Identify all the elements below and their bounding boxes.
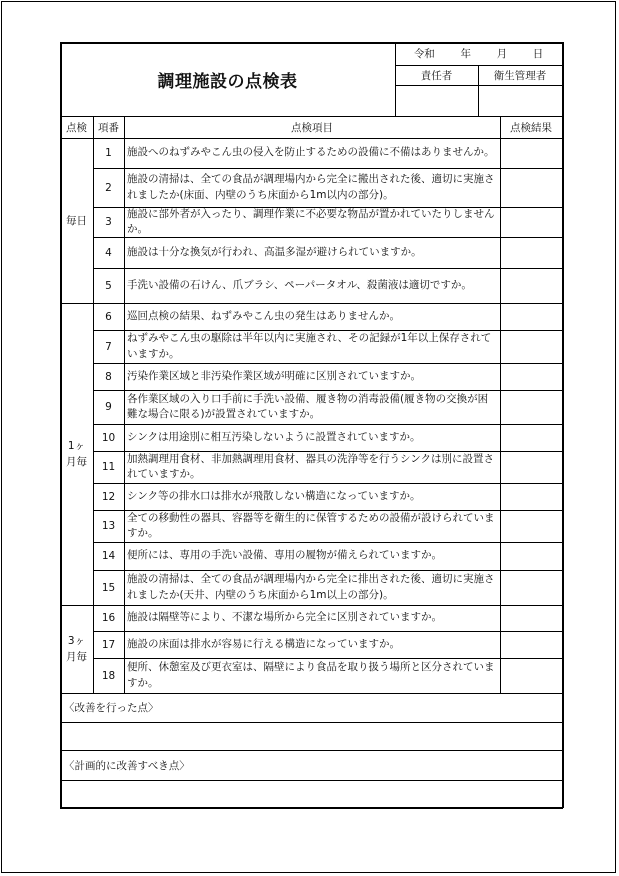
result-cell[interactable] [500, 268, 562, 303]
date-era: 令和 [413, 48, 435, 60]
col-header-frequency: 点検 [66, 121, 87, 134]
grid-line [60, 138, 562, 139]
section-planned-field[interactable] [60, 780, 562, 807]
result-cell[interactable] [500, 237, 562, 268]
check-item-text: 加熱調理用食材、非加熱調理用食材、器具の洗浄等を行うシンクは別に設置されていますか。 [127, 452, 495, 480]
date-month: 月 [496, 48, 508, 60]
row-number: 8 [105, 370, 112, 383]
row-number: 14 [101, 550, 116, 562]
grid-line [93, 542, 562, 543]
row-number: 17 [101, 638, 116, 651]
grid-line [60, 116, 562, 117]
date-year: 年 [460, 48, 471, 60]
grid-line [93, 483, 562, 484]
result-cell[interactable] [500, 658, 562, 693]
grid-line [93, 658, 562, 659]
date-day: 日 [532, 48, 544, 60]
result-cell[interactable] [500, 605, 562, 631]
role-responsible-label: 責任者 [420, 69, 453, 82]
row-number: 10 [101, 431, 116, 444]
check-item-text: 施設は隔壁等により、不潔な場所から完全に区別されていますか。 [127, 611, 442, 624]
grid-line [60, 303, 562, 304]
row-number: 2 [105, 181, 112, 194]
check-item-text: 便所、休憩室及び更衣室は、隔壁により食品を取り扱う場所と区分されていますか。 [127, 661, 495, 689]
check-item-text: 施設は十分な換気が行われ、高温多湿が避けられていますか。 [127, 245, 422, 258]
check-item-text: 施設に部外者が入ったり、調理作業に不必要な物品が置かれていたりしませんか。 [127, 207, 495, 235]
signature-box-hygiene-manager[interactable] [478, 85, 562, 116]
result-cell[interactable] [500, 330, 562, 363]
grid-line [93, 207, 562, 208]
row-number: 12 [101, 490, 116, 503]
result-cell[interactable] [500, 570, 562, 605]
check-item-text: 施設の清掃は、全ての食品が調理場内から完全に搬出された後、適切に実施されましたか(床面、内壁のうち床面から1m以内の部分)。 [127, 173, 495, 201]
grid-line [60, 722, 562, 723]
group-label-daily: 毎日 [66, 214, 87, 227]
col-header-item: 点検項目 [291, 121, 333, 134]
grid-line [500, 116, 501, 693]
grid-line [93, 451, 562, 452]
page-title: 調理施設の点検表 [157, 71, 298, 92]
grid-line [93, 510, 562, 511]
grid-line [93, 268, 562, 269]
result-cell[interactable] [500, 390, 562, 424]
row-number: 9 [105, 401, 112, 413]
check-item-text: 巡回点検の結果、ねずみやこん虫の発生はありませんか。 [127, 309, 400, 322]
result-cell[interactable] [500, 138, 562, 168]
grid-line [93, 237, 562, 238]
grid-line [124, 116, 125, 693]
grid-line [395, 42, 396, 116]
row-number: 16 [101, 612, 116, 624]
row-number: 3 [105, 216, 112, 228]
check-item-text: 全ての移動性の器具、容器等を衛生的に保管するための設備が設けられていますか。 [127, 511, 495, 539]
section-improved-field[interactable] [60, 722, 562, 750]
check-item-text: 便所には、専用の手洗い設備、専用の履物が備えられていますか。 [127, 549, 442, 562]
group-label-monthly: 1ヶ 月毎 [66, 440, 87, 468]
check-item-text: 各作業区域の入り口手前に手洗い設備、履き物の消毒設備(履き物の交換が困難な場合に限る)が設置されていますか。 [127, 392, 489, 420]
result-cell[interactable] [500, 542, 562, 570]
result-cell[interactable] [500, 424, 562, 451]
grid-line [60, 750, 562, 751]
row-number: 1 [105, 147, 112, 159]
col-header-result: 点検結果 [510, 121, 552, 134]
row-number: 13 [101, 520, 116, 532]
check-item-text: 汚染作業区域と非汚染作業区域が明確に区別されていますか。 [127, 369, 421, 382]
row-number: 6 [105, 310, 112, 323]
grid-line [60, 42, 563, 44]
grid-line [93, 116, 94, 693]
row-number: 5 [105, 279, 112, 292]
check-item-text: 施設の清掃は、全ての食品が調理場内から完全に排出された後、適切に実施されましたか(天井、内壁のうち床面から1m以上の部分)。 [127, 573, 495, 601]
result-cell[interactable] [500, 303, 562, 330]
group-label-quarterly: 3ヶ 月毎 [66, 635, 87, 663]
grid-line [93, 363, 562, 364]
row-number: 18 [101, 669, 116, 682]
grid-line [93, 330, 562, 331]
grid-line [60, 780, 562, 781]
grid-line [93, 168, 562, 169]
signature-box-responsible[interactable] [395, 85, 478, 116]
grid-line [60, 807, 563, 809]
row-number: 15 [101, 581, 116, 594]
result-cell[interactable] [500, 631, 562, 658]
row-number: 11 [101, 461, 116, 473]
result-cell[interactable] [500, 510, 562, 542]
result-cell[interactable] [500, 207, 562, 237]
grid-line [93, 390, 562, 391]
grid-line [93, 570, 562, 571]
check-item-text: ねずみやこん虫の駆除は半年以内に実施され、その記録が1年以上保存されていますか。 [127, 332, 492, 360]
section-planned-label: 〈計画的に改善すべき点〉 [64, 759, 190, 772]
role-hygiene-manager-label: 衛生管理者 [493, 69, 547, 82]
col-header-no: 項番 [98, 121, 119, 134]
grid-line [60, 605, 562, 606]
result-cell[interactable] [500, 168, 562, 207]
check-item-text: シンクは用途別に相互汚染しないように設置されていますか。 [127, 430, 421, 443]
grid-line [60, 693, 562, 694]
result-cell[interactable] [500, 363, 562, 390]
check-item-text: 手洗い設備の石けん、爪ブラシ、ペーパータオル、殺菌液は適切ですか。 [127, 278, 472, 291]
result-cell[interactable] [500, 451, 562, 483]
date-field[interactable] [395, 42, 562, 65]
grid-line [93, 424, 562, 425]
grid-line [478, 65, 479, 116]
result-cell[interactable] [500, 483, 562, 510]
grid-line [93, 631, 562, 632]
check-item-text: 施設へのねずみやこん虫の侵入を防止するための設備に不備はありませんか。 [127, 146, 495, 159]
check-item-text: シンク等の排水口は排水が飛散しない構造になっていますか。 [127, 489, 421, 502]
row-number: 4 [105, 246, 112, 259]
row-number: 7 [105, 340, 112, 353]
section-improved-label: 〈改善を行った点〉 [64, 702, 159, 714]
check-item-text: 施設の床面は排水が容易に行える構造になっていますか。 [127, 637, 400, 650]
